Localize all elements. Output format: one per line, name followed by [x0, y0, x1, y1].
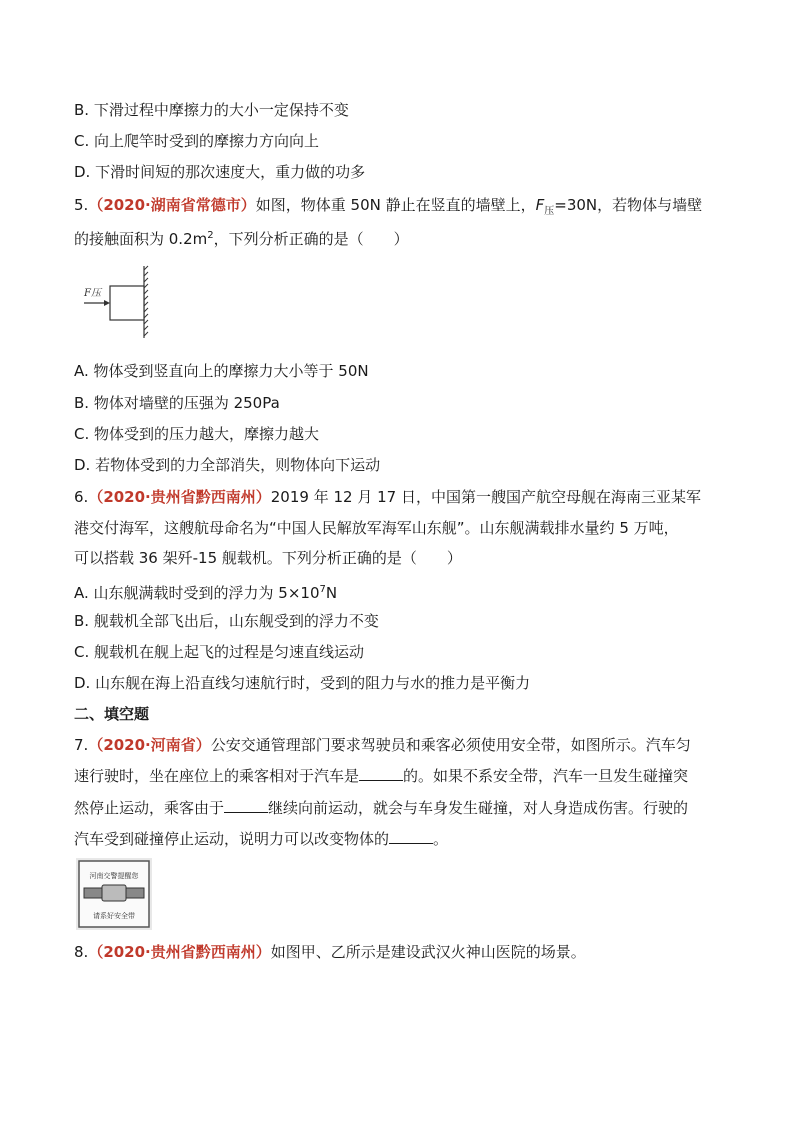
q8-text-1: 如图甲、乙所示是建设武汉火神山医院的场景。	[270, 943, 586, 961]
q8-source: （2020·贵州省黔西南州）	[88, 943, 271, 961]
q5-text-1a: 如图，物体重 50N 静止在竖直的墙壁上，	[255, 196, 536, 214]
q7-text-4a: 汽车受到碰撞停止运动，说明力可以改变物体的	[74, 830, 390, 848]
q5-text-2b: ，下列分析正确的是（ ）	[213, 230, 409, 248]
q4-option-d: D. 下滑时间短的那次速度大，重力做的功多	[74, 163, 366, 181]
q6-option-d: D. 山东舰在海上沿直线匀速航行时，受到的阻力与水的推力是平衡力	[74, 674, 531, 692]
q6-line-3: 可以搭载 36 架歼-15 舰载机。下列分析正确的是（ ）	[74, 549, 462, 567]
q7-number: 7.	[74, 736, 89, 754]
q5-force-subscript: 压	[544, 206, 555, 217]
q7-blank-2[interactable]	[224, 798, 268, 813]
q7-line-4	[74, 829, 448, 849]
q6-option-b: B. 舰载机全部飞出后，山东舰受到的浮力不变	[74, 612, 379, 630]
q5-option-c: C. 物体受到的压力越大，摩擦力越大	[74, 425, 320, 443]
q5-wall-block-figure	[80, 262, 160, 342]
section-heading-fill-in: 二、填空题	[74, 705, 150, 723]
q5-option-a: A. 物体受到竖直向上的摩擦力大小等于 50N	[74, 362, 369, 380]
q5-option-d: D. 若物体受到的力全部消失，则物体向下运动	[74, 456, 381, 474]
q5-number: 5.	[74, 196, 89, 214]
q7-blank-1[interactable]	[359, 766, 403, 781]
q7-line-2	[74, 766, 688, 786]
q5-line-2	[74, 226, 409, 249]
q5-text-2-sup: 2	[207, 230, 214, 241]
force-label: F压	[84, 288, 101, 299]
q6-text-1: 2019 年 12 月 17 日，中国第一艘国产航空母舰在海南三亚某军	[270, 488, 701, 506]
q8-line-1	[74, 942, 586, 962]
q5-line-1	[74, 195, 702, 222]
q5-source: （2020·湖南省常德市）	[88, 196, 256, 214]
q5-force-symbol: F	[535, 196, 545, 214]
q7-text-4b: 。	[433, 830, 449, 848]
q6-option-a-text: A. 山东舰满载时受到的浮力为 5×10	[74, 584, 320, 602]
q6-option-a-unit: N	[325, 584, 338, 602]
q8-number: 8.	[74, 943, 89, 961]
seatbelt-sign-image	[76, 858, 152, 930]
q5-text-2a: 的接触面积为 0.2m	[74, 230, 208, 248]
q5-option-b: B. 物体对墙壁的压强为 250Pa	[74, 394, 280, 412]
q4-option-b: B. 下滑过程中摩擦力的大小一定保持不变	[74, 101, 349, 119]
q7-text-2b: 的。如果不系安全带，汽车一旦发生碰撞突	[403, 767, 689, 785]
q6-source: （2020·贵州省黔西南州）	[88, 488, 271, 506]
q7-text-1: 公安交通管理部门要求驾驶员和乘客必须使用安全带，如图所示。汽车匀	[210, 736, 691, 754]
q5-text-1b: =30N，若物体与墙壁	[554, 196, 703, 214]
q7-text-3a: 然停止运动，乘客由于	[74, 799, 225, 817]
seatbelt-bottom-text: 请系好安全带	[93, 912, 135, 920]
block-shape	[110, 286, 144, 320]
q7-line-3	[74, 798, 688, 818]
q6-option-a-sup: 7	[319, 584, 326, 595]
q7-text-3b: 继续向前运动，就会与车身发生碰撞，对人身造成伤害。行驶的	[268, 799, 689, 817]
q7-text-2a: 速行驶时，坐在座位上的乘客相对于汽车是	[74, 767, 360, 785]
q6-option-c: C. 舰载机在舰上起飞的过程是匀速直线运动	[74, 643, 365, 661]
seatbelt-top-text: 河南交警提醒您	[89, 872, 139, 880]
q7-line-1	[74, 735, 691, 755]
q6-line-2: 港交付海军，这艘航母命名为“中国人民解放军海军山东舰”。山东舰满载排水量约 5 万吨，	[74, 519, 679, 537]
q6-option-a	[74, 580, 337, 603]
q6-number: 6.	[74, 488, 89, 506]
q7-blank-3[interactable]	[389, 829, 433, 844]
q4-option-c: C. 向上爬竿时受到的摩擦力方向向上	[74, 132, 320, 150]
q6-line-1	[74, 487, 701, 507]
q7-source: （2020·河南省）	[88, 736, 211, 754]
